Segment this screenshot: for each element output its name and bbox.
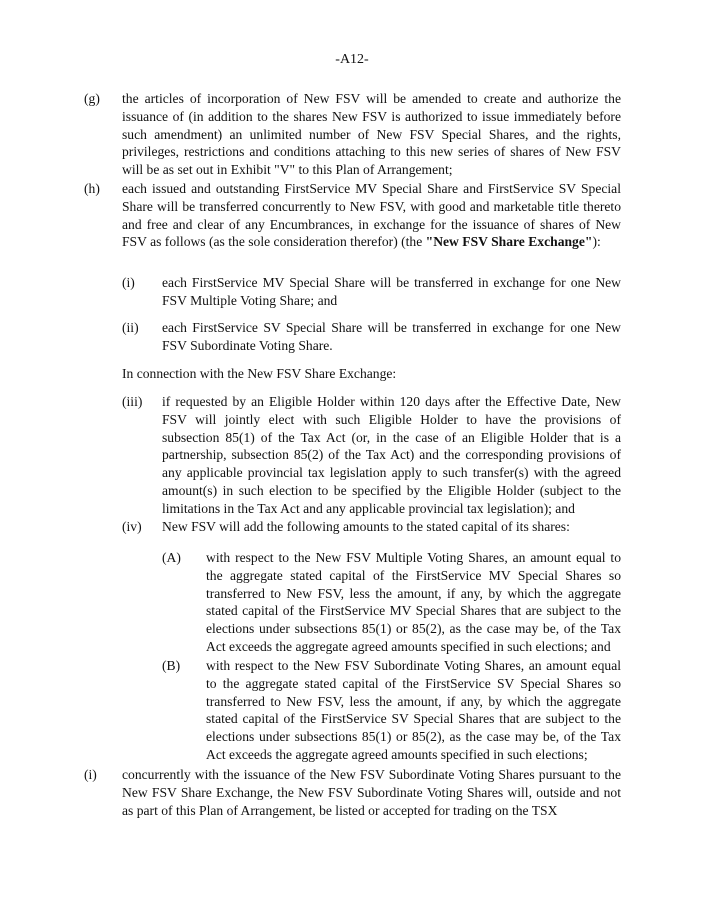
- sub-iii-text: if requested by an Eligible Holder within 120 days after the Effective Date, New FSV will jointly elect with such Eligible Holder to have the provisions of subsection 85(1) of the Tax Act (or, in the case of an Eligible Holder that is a partnership, subsection 85(2) of the Tax Act) and the corresponding provisions of any applicable provincial tax legislation apply to such transfer(s) with the agreed amount(s) in such election to be specified by the Eligible Holder (subject to the limitations in the Tax Act and any applicable provincial tax legislation); and: [162, 394, 621, 516]
- sub-A-label: (A): [162, 550, 181, 565]
- item-g-label: (g): [84, 91, 100, 106]
- sub-ii-text: each FirstService SV Special Share will be transferred in exchange for one New FSV Subordinate Voting Share.: [162, 320, 621, 353]
- item-i-text: concurrently with the issuance of the New FSV Subordinate Voting Shares pursuant to the New FSV Share Exchange, the New FSV Subordinate Voting Shares will, outside and not as part of this Plan of Arrangement, be listed or accepted for trading on the TSX: [122, 767, 621, 818]
- sub-iii-label: (iii): [122, 394, 143, 409]
- connection-text: In connection with the New FSV Share Exchange:: [122, 366, 397, 381]
- sub-iv-label: (iv): [122, 519, 142, 534]
- sub-A-text: with respect to the New FSV Multiple Voting Shares, an amount equal to the aggregate stated capital of the FirstService MV Special Shares so transferred to New FSV, less the amount, if any, by which the aggregate stated capital of the FirstService MV Special Shares that are subject to the elections under subsections 85(1) or 85(2), as the case may be, of the Tax Act exceeds the aggregate agreed amounts specified in such elections; and: [206, 550, 621, 654]
- item-g-text: the articles of incorporation of New FSV will be amended to create and authorize the issuance of (in addition to the shares New FSV is authorized to issue immediately before such amendment) an unlimited number of New FSV Special Shares, and the rights, privileges, restrictions and conditions attaching to this new series of shares of New FSV will be as set out in Exhibit "V" to this Plan of Arrangement;: [122, 91, 621, 178]
- sub-ii-label: (ii): [122, 320, 139, 335]
- sub-iv-text: New FSV will add the following amounts to the stated capital of its shares:: [162, 519, 570, 534]
- item-h-text: each issued and outstanding FirstService MV Special Share and FirstService SV Special Share will be transferred concurrently to New FSV, with good and marketable title thereto and free and clear of any Encumbrances, in exchange for the issuance of shares of New FSV as follows (as the sole consideration therefor) (the "New FSV Share Exchange"):: [122, 181, 621, 250]
- item-i-label: (i): [84, 767, 97, 782]
- sub-B-label: (B): [162, 658, 181, 673]
- item-h-label: (h): [84, 181, 100, 196]
- sub-B-text: with respect to the New FSV Subordinate Voting Shares, an amount equal to the aggregate stated capital of the FirstService SV Special Shares so transferred to New FSV, less the amount, if any, by which the aggregate stated capital of the FirstService SV Special Shares that are subject to the elections under subsections 85(1) or 85(2), as the case may be, of the Tax Act exceeds the aggregate agreed amounts specified in such elections;: [206, 658, 621, 762]
- defined-term-new-fsv-share-exchange: "New FSV Share Exchange": [425, 234, 593, 250]
- sub-i-text: each FirstService MV Special Share will be transferred in exchange for one New FSV Multiple Voting Share; and: [162, 275, 621, 308]
- page-number: -A12-: [335, 52, 369, 67]
- sub-i-label: (i): [122, 275, 135, 290]
